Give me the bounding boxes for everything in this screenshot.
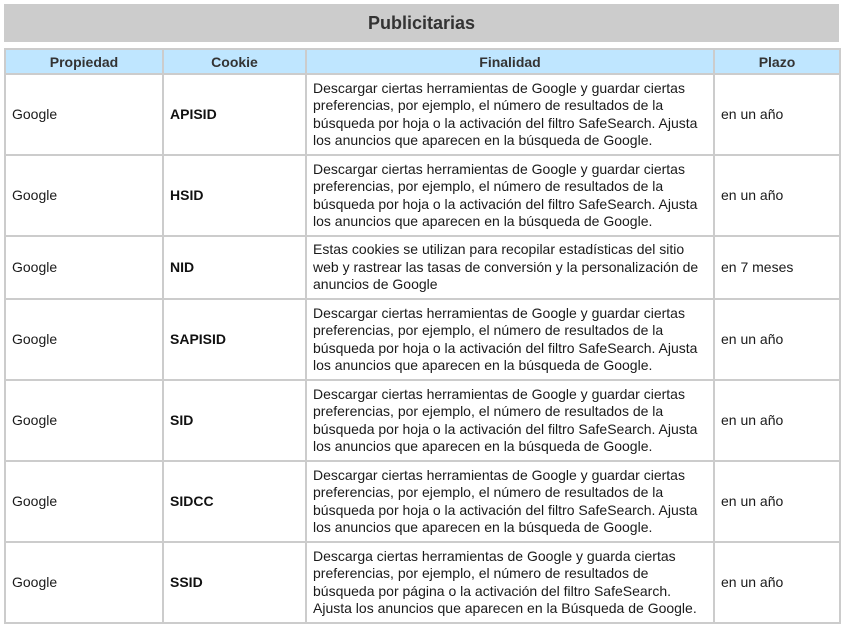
cell-plazo: en un año — [714, 542, 840, 623]
table-row — [5, 299, 840, 380]
table-row — [5, 542, 840, 623]
table-row — [5, 74, 840, 155]
column-header-propiedad: Propiedad — [5, 49, 163, 74]
cell-plazo: en un año — [714, 380, 840, 461]
cell-finalidad: Descarga ciertas herramientas de Google y guarda ciertas preferencias, por ejemplo, el número de resultados de búsqueda por página o la activación del filtro SafeSearch. Ajusta los anuncios que aparecen en la Búsqueda de Google. — [306, 542, 714, 623]
cell-cookie: SIDCC — [163, 461, 306, 542]
cell-cookie: SSID — [163, 542, 306, 623]
table-row — [5, 155, 840, 236]
cell-plazo: en 7 meses — [714, 236, 840, 299]
cell-propiedad: Google — [5, 155, 163, 236]
section-title: Publicitarias — [4, 4, 839, 42]
cell-plazo: en un año — [714, 155, 840, 236]
table-row — [5, 461, 840, 542]
column-header-cookie: Cookie — [163, 49, 306, 74]
cell-plazo: en un año — [714, 299, 840, 380]
table-row — [5, 380, 840, 461]
cell-cookie: APISID — [163, 74, 306, 155]
cell-finalidad: Descargar ciertas herramientas de Google y guardar ciertas preferencias, por ejemplo, el número de resultados de la búsqueda por hoja o la activación del filtro SafeSearch. Ajusta los anuncios que aparecen en la búsqueda de Google. — [306, 155, 714, 236]
cell-propiedad: Google — [5, 461, 163, 542]
cell-propiedad: Google — [5, 236, 163, 299]
cell-cookie: HSID — [163, 155, 306, 236]
cell-finalidad: Descargar ciertas herramientas de Google y guardar ciertas preferencias, por ejemplo, el número de resultados de la búsqueda por hoja o la activación del filtro SafeSearch. Ajusta los anuncios que aparecen en la búsqueda de Google. — [306, 461, 714, 542]
cell-propiedad: Google — [5, 380, 163, 461]
cell-plazo: en un año — [714, 74, 840, 155]
cell-cookie: NID — [163, 236, 306, 299]
column-header-finalidad: Finalidad — [306, 49, 714, 74]
cell-plazo: en un año — [714, 461, 840, 542]
cell-cookie: SID — [163, 380, 306, 461]
cell-cookie: SAPISID — [163, 299, 306, 380]
cell-finalidad: Descargar ciertas herramientas de Google y guardar ciertas preferencias, por ejemplo, el número de resultados de la búsqueda por hoja o la activación del filtro SafeSearch. Ajusta los anuncios que aparecen en la búsqueda de Google. — [306, 380, 714, 461]
cell-propiedad: Google — [5, 74, 163, 155]
cell-finalidad: Descargar ciertas herramientas de Google y guardar ciertas preferencias, por ejemplo, el número de resultados de la búsqueda por hoja o la activación del filtro SafeSearch. Ajusta los anuncios que aparecen en la búsqueda de Google. — [306, 74, 714, 155]
cell-finalidad: Estas cookies se utilizan para recopilar estadísticas del sitio web y rastrear las tasas de conversión y la personalización de anuncios de Google — [306, 236, 714, 299]
cell-propiedad: Google — [5, 542, 163, 623]
table-row — [5, 236, 840, 299]
table-header-row — [5, 49, 840, 74]
cell-propiedad: Google — [5, 299, 163, 380]
column-header-plazo: Plazo — [714, 49, 840, 74]
cell-finalidad: Descargar ciertas herramientas de Google y guardar ciertas preferencias, por ejemplo, el número de resultados de la búsqueda por hoja o la activación del filtro SafeSearch. Ajusta los anuncios que aparecen en la búsqueda de Google. — [306, 299, 714, 380]
cookies-table — [4, 48, 841, 624]
